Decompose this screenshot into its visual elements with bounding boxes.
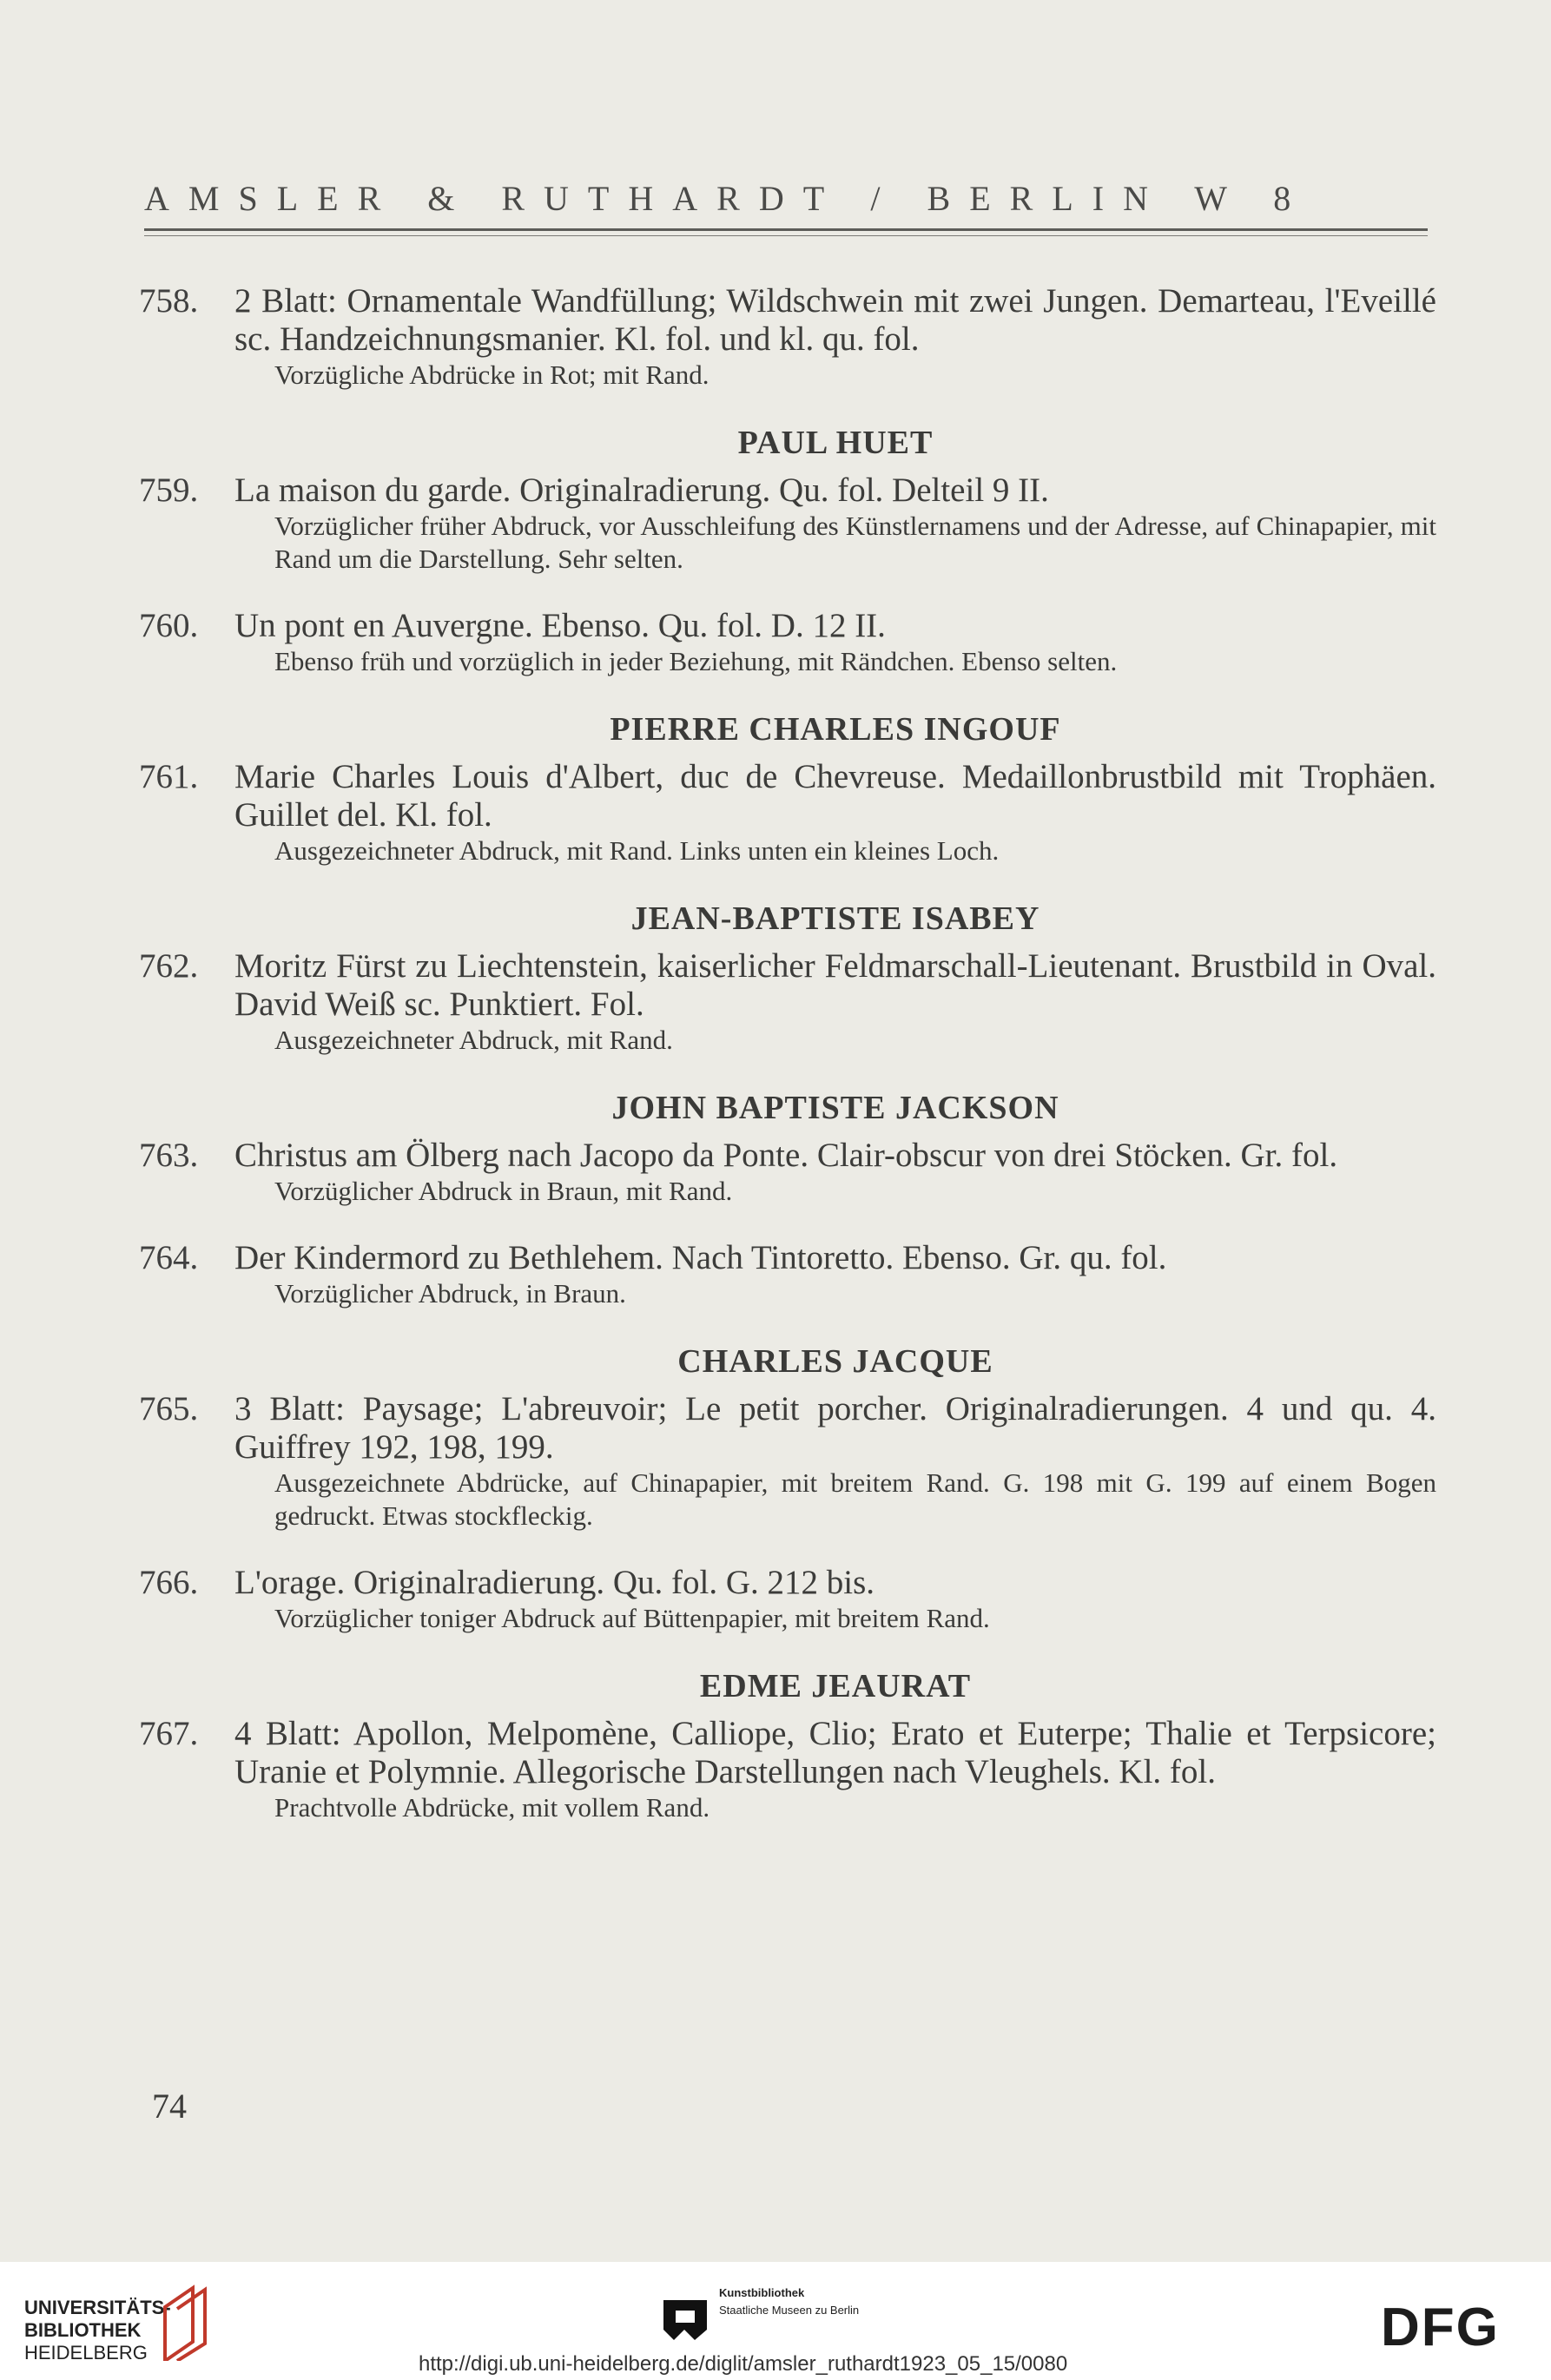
catalog-entry — [139, 1137, 1436, 1208]
artist-heading: EDME JEAURAT — [699, 1668, 972, 1704]
entry-description: La maison du garde. Originalradierung. Qu. fol. Delteil 9 II. — [234, 471, 1049, 509]
entry-condition-note: Vorzüglicher toniger Abdruck auf Büttenpapier, mit breitem Rand. — [274, 1603, 990, 1633]
artist-heading: PAUL HUET — [737, 425, 934, 461]
catalog-entry — [139, 471, 1436, 576]
entry-description: Marie Charles Louis d'Albert, duc de Chevreuse. Medaillonbrustbild mit Trophäen. Guillet del. Kl. fol. — [234, 758, 1436, 834]
library-line-1: UNIVERSITÄTS- — [24, 2297, 171, 2318]
entry-condition-note: Ebenso früh und vorzüglich in jeder Beziehung, mit Rändchen. Ebenso selten. — [274, 646, 1118, 676]
entry-description: 2 Blatt: Ornamentale Wandfüllung; Wildschwein mit zwei Jungen. Demarteau, l'Eveillé sc. Handzeichnungsmanier. Kl. fol. und kl. qu. fol. — [234, 282, 1436, 358]
entry-number: 765. — [139, 1390, 199, 1427]
entry-condition-note: Vorzüglicher früher Abdruck, vor Ausschleifung des Künstlernamens und der Adresse, auf Chinapapier, mit Rand um die Darstellung. Sehr selten. — [274, 511, 1436, 574]
catalog-entries — [139, 282, 1436, 1856]
heidelberg-library-logo-text[interactable] — [24, 2297, 171, 2364]
footer-bar — [0, 2262, 1551, 2380]
catalog-entry — [139, 947, 1436, 1057]
entry-number: 759. — [139, 471, 199, 509]
entry-description: L'orage. Originalradierung. Qu. fol. G. 212 bis. — [234, 1564, 875, 1601]
entry-condition-note: Ausgezeichneter Abdruck, mit Rand. Links unten ein kleines Loch. — [274, 835, 1000, 866]
entry-condition-note: Vorzügliche Abdrücke in Rot; mit Rand. — [274, 359, 710, 390]
heidelberg-logo-icon[interactable] — [158, 2281, 219, 2361]
museen-label: Staatliche Museen zu Berlin — [719, 2304, 860, 2317]
library-line-3: HEIDELBERG — [24, 2342, 148, 2364]
entry-condition-note: Vorzüglicher Abdruck in Braun, mit Rand. — [274, 1176, 733, 1206]
running-head: AMSLER & RUTHARDT / BERLIN W 8 — [144, 179, 1310, 218]
catalog-entry — [139, 1390, 1436, 1533]
entry-number: 767. — [139, 1715, 199, 1752]
artist-heading: JEAN-BAPTISTE ISABEY — [630, 900, 1040, 937]
entry-condition-note: Vorzüglicher Abdruck, in Braun. — [274, 1278, 626, 1309]
header-rule-thin — [144, 235, 1428, 236]
entry-number: 761. — [139, 758, 199, 795]
entry-condition-note: Ausgezeichnete Abdrücke, auf Chinapapier, mit breitem Rand. G. 198 mit G. 199 auf einem Bogen gedruckt. Etwas stockfleckig. — [274, 1467, 1436, 1531]
entry-description: Un pont en Auvergne. Ebenso. Qu. fol. D. 12 II. — [234, 607, 886, 644]
entry-description: 3 Blatt: Paysage; L'abreuvoir; Le petit porcher. Originalradierungen. 4 und qu. 4. Guiffrey 192, 198, 199. — [234, 1390, 1436, 1466]
kunstbibliothek-text[interactable] — [719, 2284, 859, 2319]
entry-condition-note: Ausgezeichneter Abdruck, mit Rand. — [274, 1025, 673, 1055]
entry-number: 758. — [139, 282, 199, 320]
entry-condition-note: Prachtvolle Abdrücke, mit vollem Rand. — [274, 1792, 710, 1823]
entry-number: 760. — [139, 607, 199, 644]
catalog-entry — [139, 758, 1436, 867]
artist-heading: PIERRE CHARLES INGOUF — [610, 711, 1061, 748]
dfg-logo[interactable]: DFG — [1381, 2298, 1500, 2357]
artist-heading: CHARLES JACQUE — [677, 1343, 993, 1380]
library-line-2: BIBLIOTHEK — [24, 2319, 142, 2341]
page-number: 74 — [152, 2087, 187, 2126]
entry-number: 764. — [139, 1239, 199, 1276]
artist-heading: JOHN BAPTISTE JACKSON — [611, 1090, 1059, 1126]
catalog-entry — [139, 1564, 1436, 1635]
kunstbibliothek-icon[interactable] — [660, 2295, 710, 2344]
entry-number: 766. — [139, 1564, 199, 1601]
header-rule — [144, 228, 1428, 231]
permalink-url[interactable]: http://digi.ub.uni-heidelberg.de/diglit/amsler_ruthardt1923_05_15/0080 — [419, 2352, 1068, 2376]
entry-description: Moritz Fürst zu Liechtenstein, kaiserlicher Feldmarschall-Lieutenant. Brustbild in Oval. David Weiß sc. Punktiert. Fol. — [234, 947, 1436, 1023]
catalog-entry — [139, 1715, 1436, 1824]
entry-description: Christus am Ölberg nach Jacopo da Ponte. Clair-obscur von drei Stöcken. Gr. fol. — [234, 1137, 1338, 1174]
catalog-entry — [139, 607, 1436, 678]
catalog-entry — [139, 282, 1436, 392]
entry-description: Der Kindermord zu Bethlehem. Nach Tintoretto. Ebenso. Gr. qu. fol. — [234, 1239, 1167, 1276]
entry-number: 763. — [139, 1137, 199, 1174]
entry-description: 4 Blatt: Apollon, Melpomène, Calliope, Clio; Erato et Euterpe; Thalie et Terpsicore; Uranie et Polymnie. Allegorische Darstellungen nach Vleughels. Kl. fol. — [234, 1715, 1436, 1790]
kunstbibliothek-label: Kunstbibliothek — [719, 2286, 805, 2299]
catalog-entry — [139, 1239, 1436, 1310]
entry-number: 762. — [139, 947, 199, 985]
